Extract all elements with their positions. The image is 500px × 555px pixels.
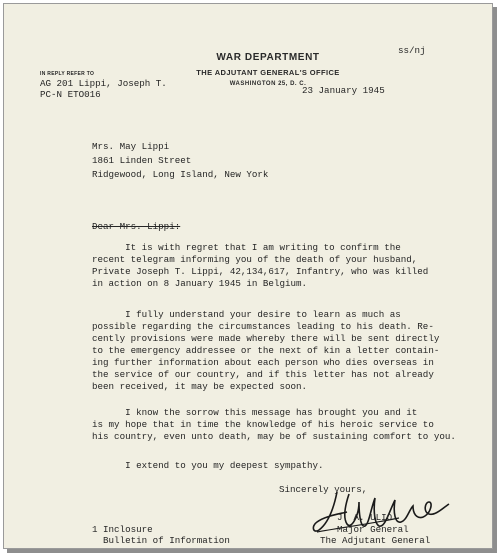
paragraph-line: his country, even unto death, may be of sustaining comfort to you. (92, 431, 456, 442)
typist-initials: ss/nj (398, 45, 426, 56)
letter-date: 23 January 1945 (302, 85, 385, 96)
paragraph-line: ing further information about each person who dies overseas in (92, 357, 434, 368)
signer-name: J. A. ULIO (337, 512, 393, 523)
recipient-name: Mrs. May Lippi (92, 141, 170, 152)
recipient-street: 1861 Linden Street (92, 155, 192, 166)
paragraph-line: recent telegram informing you of the death of your husband, (92, 254, 418, 265)
paragraph-line: possible regarding the circumstances leading to his death. Re- (92, 321, 434, 332)
paragraph-line: in action on 8 January 1945 in Belgium. (92, 278, 308, 289)
paragraph-line: I fully understand your desire to learn as much as (92, 309, 401, 320)
paragraph-line: I know the sorrow this message has brought you and it (92, 407, 418, 418)
signer-title: The Adjutant General (320, 535, 431, 546)
paragraph-line: the service of our country, and if this letter has not already (92, 369, 434, 380)
letter-page (3, 3, 493, 549)
reference-line-2: PC-N ETO016 (40, 89, 101, 100)
reference-line-1: AG 201 Lippi, Joseph T. (40, 78, 167, 89)
letterhead-department: WAR DEPARTMENT (216, 52, 320, 63)
closing: Sincerely yours, (279, 484, 368, 495)
paragraph-line: It is with regret that I am writing to confirm the (92, 242, 401, 253)
body-paragraph-1 (92, 242, 462, 290)
paragraph-line: to the emergency addressee or the next of kin a letter contain- (92, 345, 440, 356)
salutation: Dear Mrs. Lippi: (92, 221, 181, 232)
body-paragraph-4 (92, 460, 462, 472)
signer-rank: Major General (337, 524, 409, 535)
letterhead-office: THE ADJUTANT GENERAL'S OFFICE (196, 68, 340, 77)
paragraph-line: been received, it may be expected soon. (92, 381, 308, 392)
paragraph-line: cently provisions were made whereby there will be sent directly (92, 333, 440, 344)
body-paragraph-3 (92, 407, 462, 443)
reference-label: IN REPLY REFER TO (40, 71, 95, 77)
letterhead-location: WASHINGTON 25, D. C. (229, 81, 307, 87)
body-paragraph-2 (92, 309, 462, 393)
recipient-city: Ridgewood, Long Island, New York (92, 169, 269, 180)
enclosure-count: 1 Inclosure (92, 524, 153, 535)
paragraph-line: Private Joseph T. Lippi, 42,134,617, Infantry, who was killed (92, 266, 429, 277)
enclosure-item: Bulletin of Information (92, 535, 230, 546)
paragraph-line: I extend to you my deepest sympathy. (92, 460, 324, 471)
paragraph-line: is my hope that in time the knowledge of his heroic service to (92, 419, 434, 430)
